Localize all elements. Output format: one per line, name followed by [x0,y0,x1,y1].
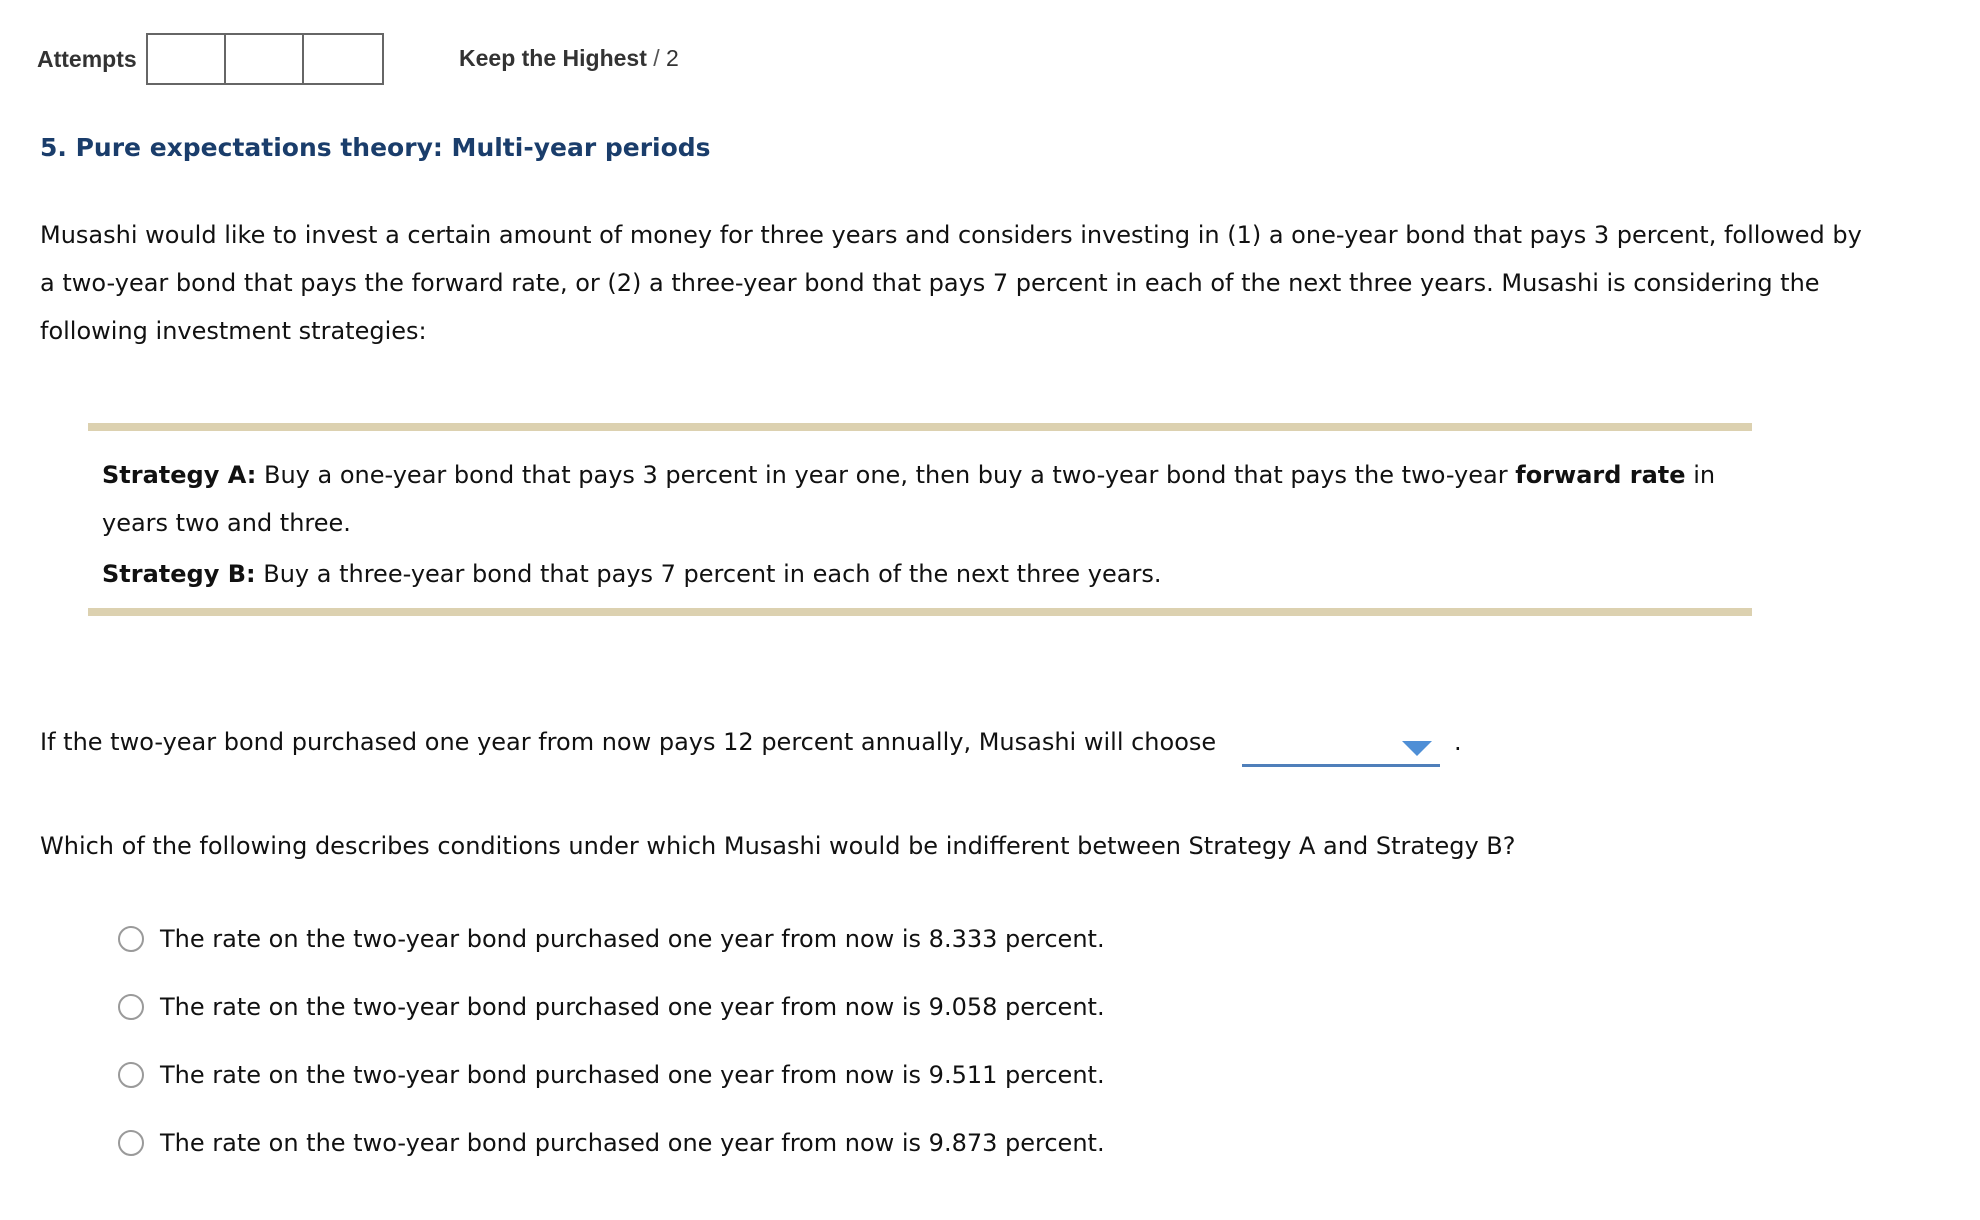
radio-icon[interactable] [118,926,144,952]
forward-rate-term: forward rate [1515,461,1686,489]
question-1-text: If the two-year bond purchased one year from now pays 12 percent annually, Musashi will choose [40,728,1217,756]
answer-option-label: The rate on the two-year bond purchased one year from now is 9.511 percent. [160,1061,1105,1089]
question-intro: Musashi would like to invest a certain amount of money for three years and considers investing in (1) a one-year bond that pays 3 percent, followed by a two-year bond that pays the forward rate, or (2) a three-year bond that pays 7 percent in each of the next three years. Musashi is considering the following investment strategies: [40,221,1862,345]
question-1-period: . [1454,728,1462,756]
strategy-b-text: Buy a three-year bond that pays 7 percent in each of the next three years. [263,560,1162,588]
attempt-box [226,35,304,83]
strategy-a [102,451,1742,547]
answer-options [118,905,1105,1177]
points-value: 2 [666,45,679,71]
answer-option-label: The rate on the two-year bond purchased one year from now is 8.333 percent. [160,925,1105,953]
chevron-down-icon [1402,741,1432,756]
keep-highest-label: Keep the Highest [459,45,647,71]
strategy-b-label: Strategy B: [102,560,256,588]
strategy-select-dropdown[interactable] [1242,733,1440,767]
attempts-label: Attempts [37,45,137,72]
grading-policy [459,45,679,72]
answer-option-label: The rate on the two-year bond purchased one year from now is 9.058 percent. [160,993,1105,1021]
answer-option[interactable] [118,905,1105,973]
answer-option-label: The rate on the two-year bond purchased one year from now is 9.873 percent. [160,1129,1105,1157]
points-separator: / [653,45,660,71]
strategy-a-text-2: in years two and three. [102,461,1716,537]
strategy-a-label: Strategy A: [102,461,257,489]
question-title: 5. Pure expectations theory: Multi-year periods [40,133,711,162]
radio-icon[interactable] [118,1062,144,1088]
attempt-boxes [146,33,384,85]
answer-option[interactable] [118,1041,1105,1109]
strategy-a-text-1: Buy a one-year bond that pays 3 percent in year one, then buy a two-year bond that pays the two-year [263,461,1508,489]
radio-icon[interactable] [118,994,144,1020]
attempt-box [304,35,382,83]
question-2-text: Which of the following describes conditions under which Musashi would be indifferent between Strategy A and Strategy B? [40,832,1516,860]
answer-option[interactable] [118,1109,1105,1177]
radio-icon[interactable] [118,1130,144,1156]
strategy-box [88,423,1752,616]
attempts-bar [37,33,384,85]
answer-option[interactable] [118,973,1105,1041]
attempt-box [148,35,226,83]
strategy-b [102,550,1742,598]
